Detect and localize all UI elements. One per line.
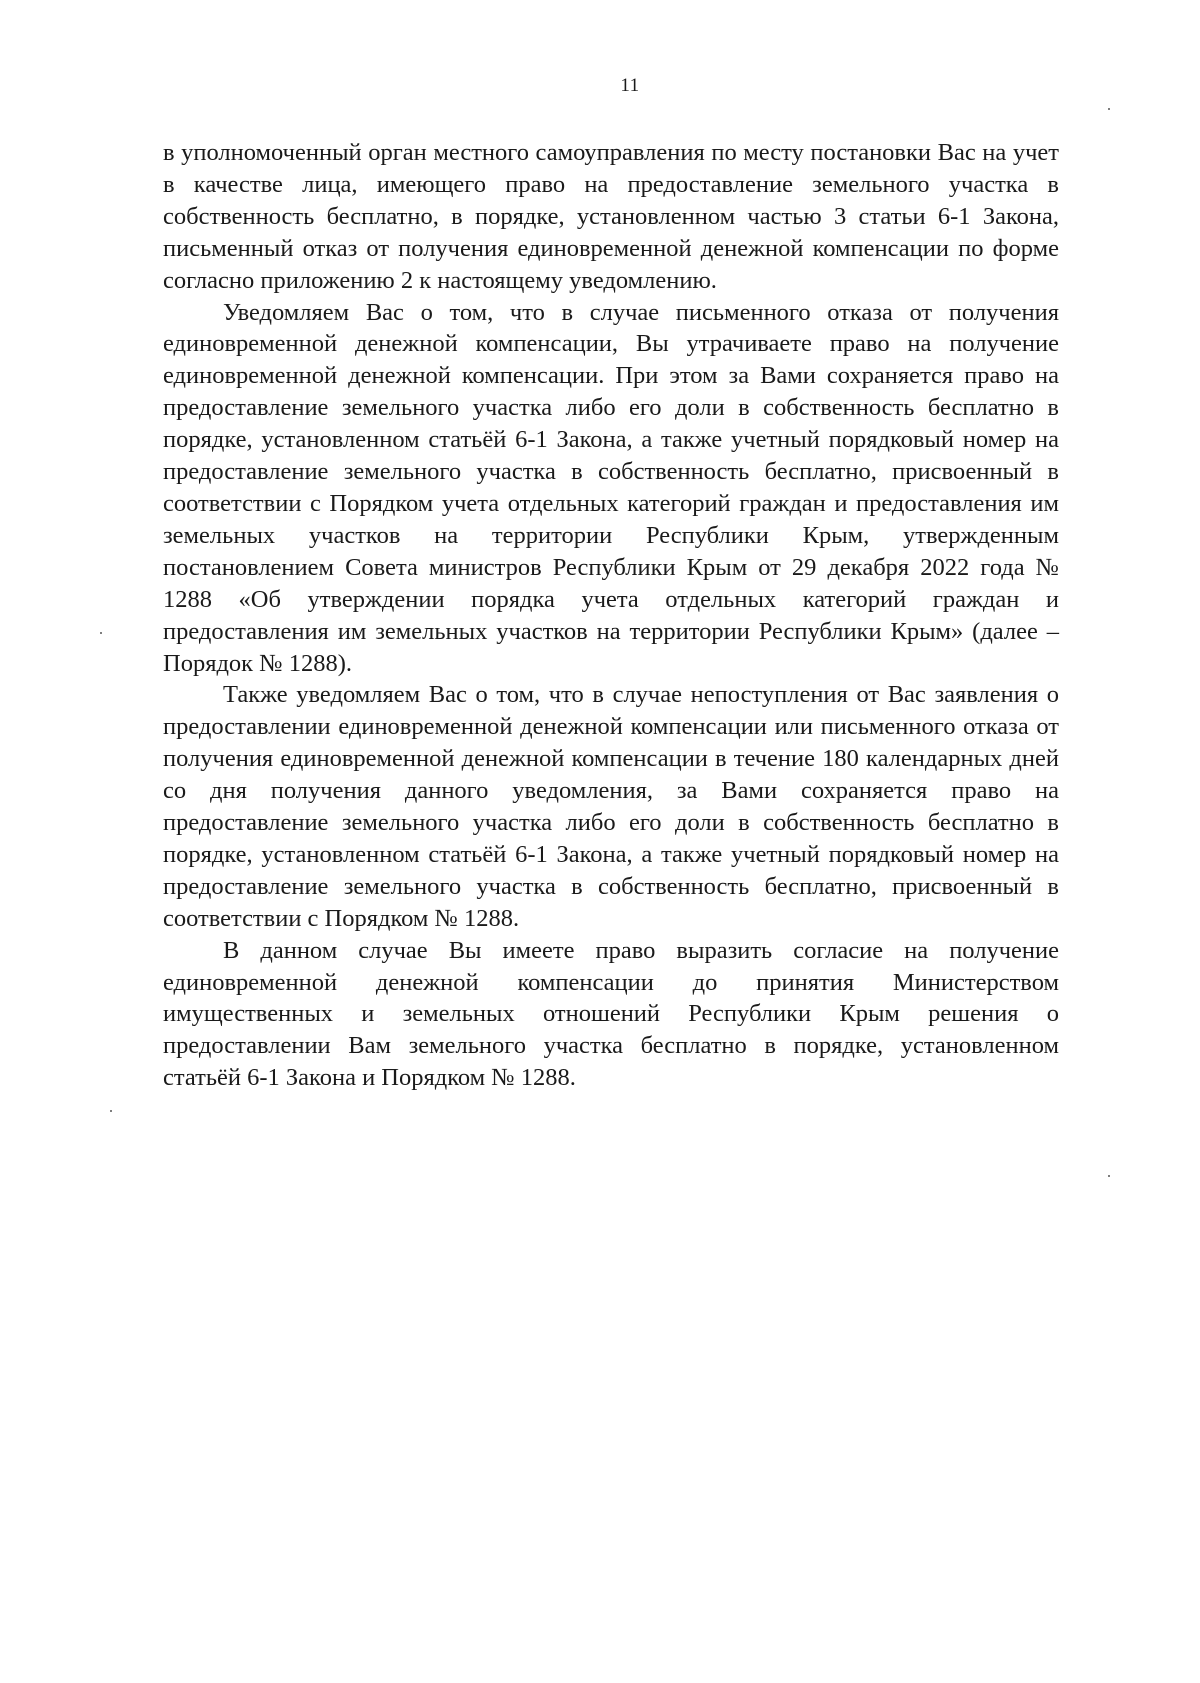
paragraph-no-response-notice: Также уведомляем Вас о том, что в случае непоступления от Вас заявления о предоставлении единовременной денежной компенсации или письменного отказа от получения единовременной денежной компенсации в течение 180 календарных дней со дня получения данного уведомления, за Вами сохраняется право на предоставление земельного участка либо его доли в собственность бесплатно в порядке, установленном статьёй 6-1 Закона, а также учетный порядковый номер на предоставление земельного участка в собственность бесплатно, присвоенный в соответствии с Порядком № 1288. (163, 681, 1059, 932)
paragraph-consent-right: В данном случае Вы имеете право выразить согласие на получение единовременной денежной компенсации до принятия Министерством имущественных и земельных отношений Республики Крым решения о предоставлении Вам земельного участка бесплатно в порядке, установленном статьёй 6-1 Закона и Порядком № 1288. (163, 936, 1059, 1092)
scan-speck (100, 632, 102, 634)
page-number: 11 (620, 75, 640, 96)
scan-speck (1108, 1175, 1110, 1177)
document-body (163, 137, 1059, 1094)
paragraph-refusal-notice: Уведомляем Вас о том, что в случае письменного отказа от получения единовременной денежной компенсации, Вы утрачиваете право на получение единовременной денежной компенсации. При этом за Вами сохраняется право на предоставление земельного участка либо его доли в собственность бесплатно в порядке, установленном статьёй 6-1 Закона, а также учетный порядковый номер на предоставление земельного участка в собственность бесплатно, присвоенный в соответствии с Порядком учета отдельных категорий граждан и предоставления им земельных участков на территории Республики Крым, утвержденным постановлением Совета министров Республики Крым от 29 декабря 2022 года № 1288 «Об утверждении порядка учета отдельных категорий граждан и предоставления им земельных участков на территории Республики Крым» (далее – Порядок № 1288). (163, 298, 1059, 677)
scan-speck (110, 1110, 112, 1112)
scan-speck (1108, 108, 1110, 110)
paragraph-continuation: в уполномоченный орган местного самоуправления по месту постановки Вас на учет в качестве лица, имеющего право на предоставление земельного участка в собственность бесплатно, в порядке, установленном частью 3 статьи 6-1 Закона, письменный отказ от получения единовременной денежной компенсации по форме согласно приложению 2 к настоящему уведомлению. (163, 139, 1059, 294)
